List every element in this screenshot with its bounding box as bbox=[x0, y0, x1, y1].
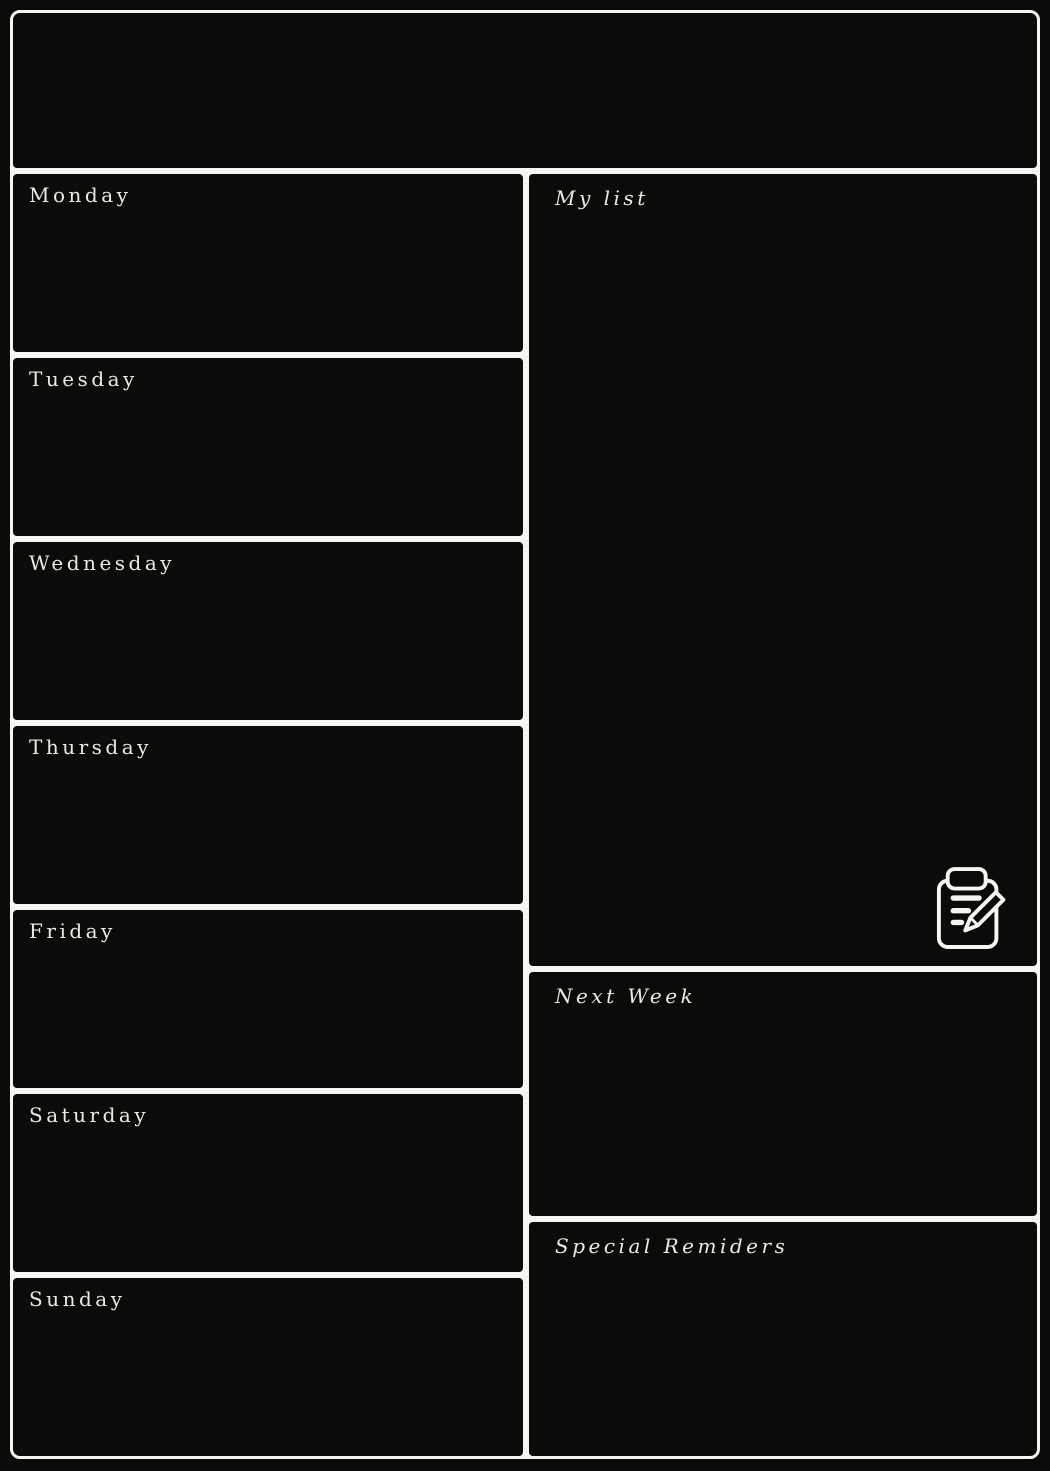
next-week-box bbox=[529, 972, 1037, 1216]
day-label: Saturday bbox=[29, 1103, 150, 1127]
sidebar-column bbox=[529, 174, 1037, 1456]
day-label: Sunday bbox=[29, 1287, 126, 1311]
day-label: Thursday bbox=[29, 735, 152, 759]
my-list-label: My list bbox=[555, 186, 649, 210]
day-box-tuesday bbox=[13, 358, 523, 536]
day-label: Monday bbox=[29, 183, 132, 207]
clipboard-pencil-icon bbox=[935, 866, 1011, 952]
header-notes-box bbox=[13, 13, 1037, 168]
day-box-monday bbox=[13, 174, 523, 352]
next-week-label: Next Week bbox=[555, 984, 697, 1008]
planner-body bbox=[13, 174, 1037, 1456]
day-label: Tuesday bbox=[29, 367, 138, 391]
special-reminders-box bbox=[529, 1222, 1037, 1456]
planner-sheet bbox=[10, 10, 1040, 1459]
weekday-column bbox=[13, 174, 523, 1456]
special-reminders-label: Special Remiders bbox=[555, 1234, 789, 1258]
day-box-saturday bbox=[13, 1094, 523, 1272]
day-label: Wednesday bbox=[29, 551, 176, 575]
day-box-sunday bbox=[13, 1278, 523, 1456]
day-box-wednesday bbox=[13, 542, 523, 720]
my-list-box bbox=[529, 174, 1037, 966]
day-box-friday bbox=[13, 910, 523, 1088]
day-label: Friday bbox=[29, 919, 116, 943]
day-box-thursday bbox=[13, 726, 523, 904]
